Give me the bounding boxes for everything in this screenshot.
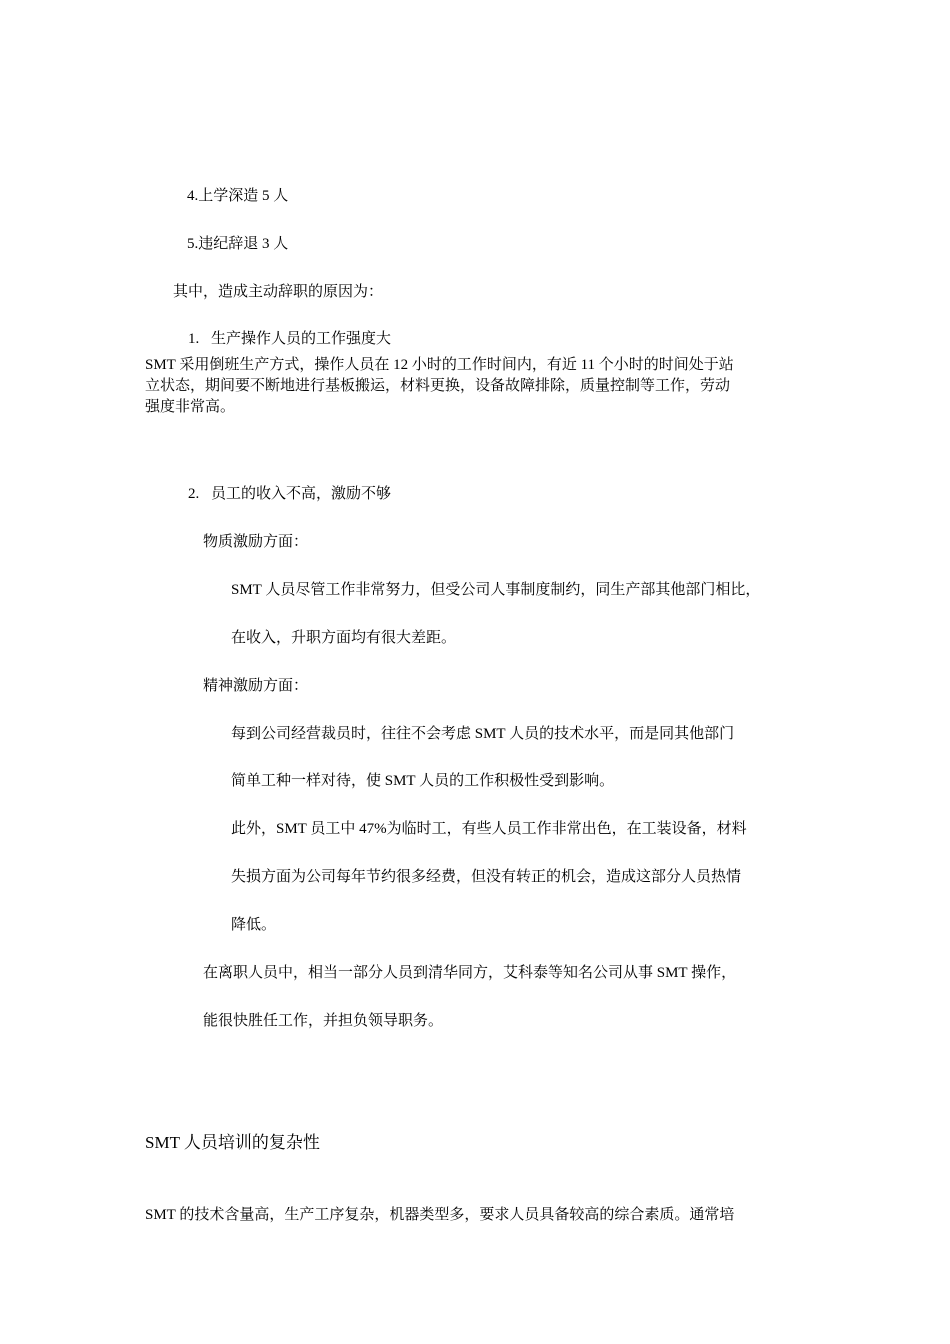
section-body-line: SMT 的技术含量高，生产工序复杂，机器类型多，要求人员具备较高的综合素质。通常培	[145, 1207, 735, 1223]
spiritual-incentive-line: 简单工种一样对待，使 SMT 人员的工作积极性受到影响。	[231, 773, 615, 789]
reasons-intro: 其中，造成主动辞职的原因为：	[173, 284, 384, 300]
list-item-dismissal: 5.违纪辞退 3 人	[187, 236, 289, 252]
temp-workers-line: 降低。	[231, 917, 277, 933]
list-item-further-study: 4.上学深造 5 人	[187, 188, 289, 204]
reason-1-body-line: 强度非常高。	[145, 399, 236, 415]
material-incentive-line: SMT 人员尽管工作非常努力，但受公司人事制度制约，同生产部其他部门相比，	[231, 582, 761, 598]
spiritual-incentive-label: 精神激励方面：	[203, 678, 309, 694]
material-incentive-label: 物质激励方面：	[203, 534, 309, 550]
departed-staff-line: 能很快胜任工作，并担负领导职务。	[203, 1013, 444, 1029]
section-heading: SMT 人员培训的复杂性	[145, 1133, 320, 1152]
reason-1-body-line: 立状态，期间要不断地进行基板搬运，材料更换，设备故障排除，质量控制等工作，劳动	[145, 378, 731, 394]
departed-staff-line: 在离职人员中，相当一部分人员到清华同方，艾科泰等知名公司从事 SMT 操作，	[203, 965, 737, 981]
temp-workers-line: 此外，SMT 员工中 47%为临时工，有些人员工作非常出色，在工装设备，材料	[231, 821, 747, 837]
reason-1-number: 1.	[188, 331, 200, 347]
spiritual-incentive-line: 每到公司经营裁员时，往往不会考虑 SMT 人员的技术水平，而是同其他部门	[231, 726, 735, 742]
reason-1-title: 生产操作人员的工作强度大	[211, 331, 392, 347]
temp-workers-line: 失损方面为公司每年节约很多经费，但没有转正的机会，造成这部分人员热情	[231, 869, 742, 885]
reason-2-number: 2.	[188, 486, 200, 502]
reason-2-title: 员工的收入不高，激励不够	[211, 486, 392, 502]
reason-1-body-line: SMT 采用倒班生产方式，操作人员在 12 小时的工作时间内，有近 11 个小时的时间处于站	[145, 357, 734, 373]
material-incentive-line: 在收入，升职方面均有很大差距。	[231, 630, 457, 646]
